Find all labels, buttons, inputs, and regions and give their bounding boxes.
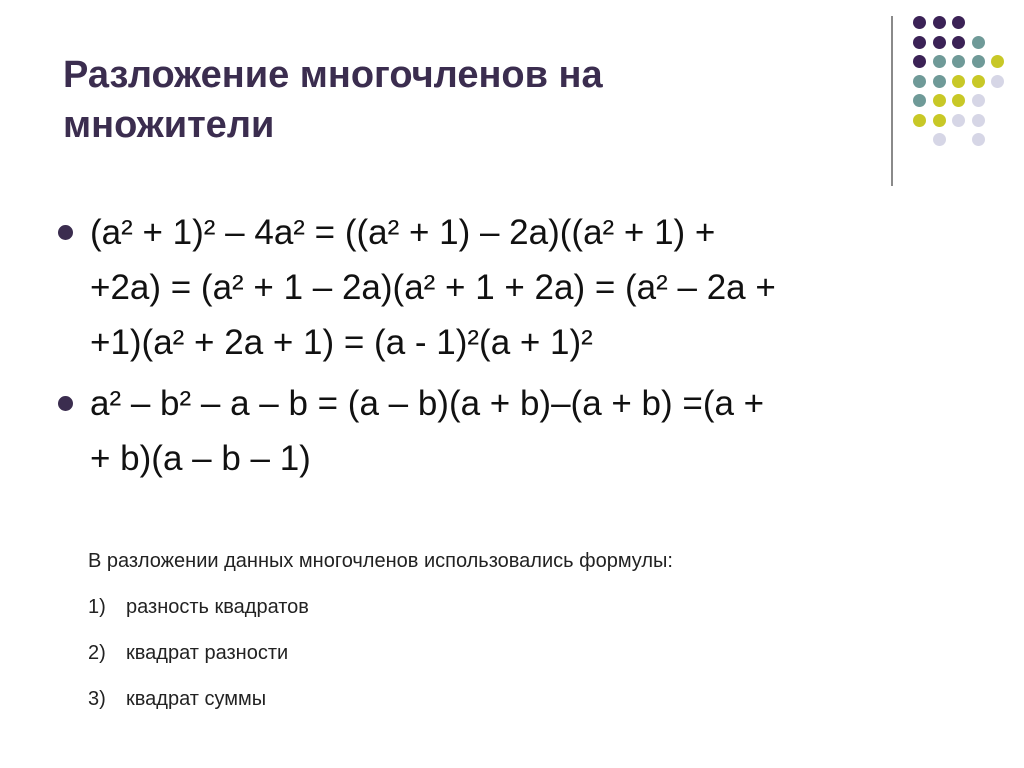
note-item-2	[88, 638, 888, 668]
decor-dot	[991, 75, 1004, 88]
formula-line: a² – b² – a – b = (a – b)(a + b)–(a + b) =(a +	[90, 384, 765, 423]
decor-dot	[913, 114, 926, 127]
decor-dot	[952, 75, 965, 88]
decor-dot	[913, 36, 926, 49]
decor-dot	[972, 75, 985, 88]
decor-dot	[933, 133, 946, 146]
decor-dot	[933, 114, 946, 127]
decor-dot	[933, 75, 946, 88]
decor-dot	[933, 94, 946, 107]
decor-dot	[972, 55, 985, 68]
bullet-icon	[58, 225, 73, 240]
decor-dot	[952, 94, 965, 107]
decor-dot	[972, 114, 985, 127]
decor-dot	[991, 55, 1004, 68]
decor-dot	[972, 36, 985, 49]
bullet-item-2	[58, 376, 998, 486]
note-item-text: квадрат суммы	[126, 688, 267, 710]
decor-dot	[933, 55, 946, 68]
note-item-text: разность квадратов	[126, 596, 309, 618]
note-item-3	[88, 684, 888, 714]
note-item-number: 2)	[88, 642, 106, 664]
formula-line: +2a) = (a² + 1 – 2a)(a² + 1 + 2a) = (a² – 2a +	[90, 268, 776, 307]
decor-dot	[913, 75, 926, 88]
note-intro: В разложении данных многочленов использовались формулы:	[88, 550, 673, 572]
decor-dot	[972, 133, 985, 146]
bullet-list	[58, 205, 998, 492]
note-item-number: 3)	[88, 688, 106, 710]
divider-line	[891, 16, 893, 186]
bullet-icon	[58, 396, 73, 411]
slide-title-line-2: множители	[63, 104, 275, 146]
decor-dot	[913, 55, 926, 68]
decor-dot	[952, 16, 965, 29]
decor-dot	[933, 16, 946, 29]
note-item-text: квадрат разности	[126, 642, 289, 664]
slide-title-line-1: Разложение многочленов на	[63, 54, 603, 96]
formula-line: + b)(a – b – 1)	[90, 439, 311, 478]
bullet-item-1	[58, 205, 998, 370]
decor-dot	[933, 36, 946, 49]
note-item-number: 1)	[88, 596, 106, 618]
decor-dot	[913, 16, 926, 29]
decor-dot	[913, 94, 926, 107]
decor-dot	[972, 94, 985, 107]
formulas-note	[88, 546, 888, 730]
note-item-1	[88, 592, 888, 622]
slide-title	[63, 50, 843, 150]
decor-dot	[952, 114, 965, 127]
formula-line: +1)(a² + 2a + 1) = (a - 1)²(a + 1)²	[90, 323, 593, 362]
formula-line: (a² + 1)² – 4a² = ((a² + 1) – 2a)((a² + 1) +	[90, 213, 716, 252]
decor-dot	[952, 55, 965, 68]
decor-dot	[952, 36, 965, 49]
